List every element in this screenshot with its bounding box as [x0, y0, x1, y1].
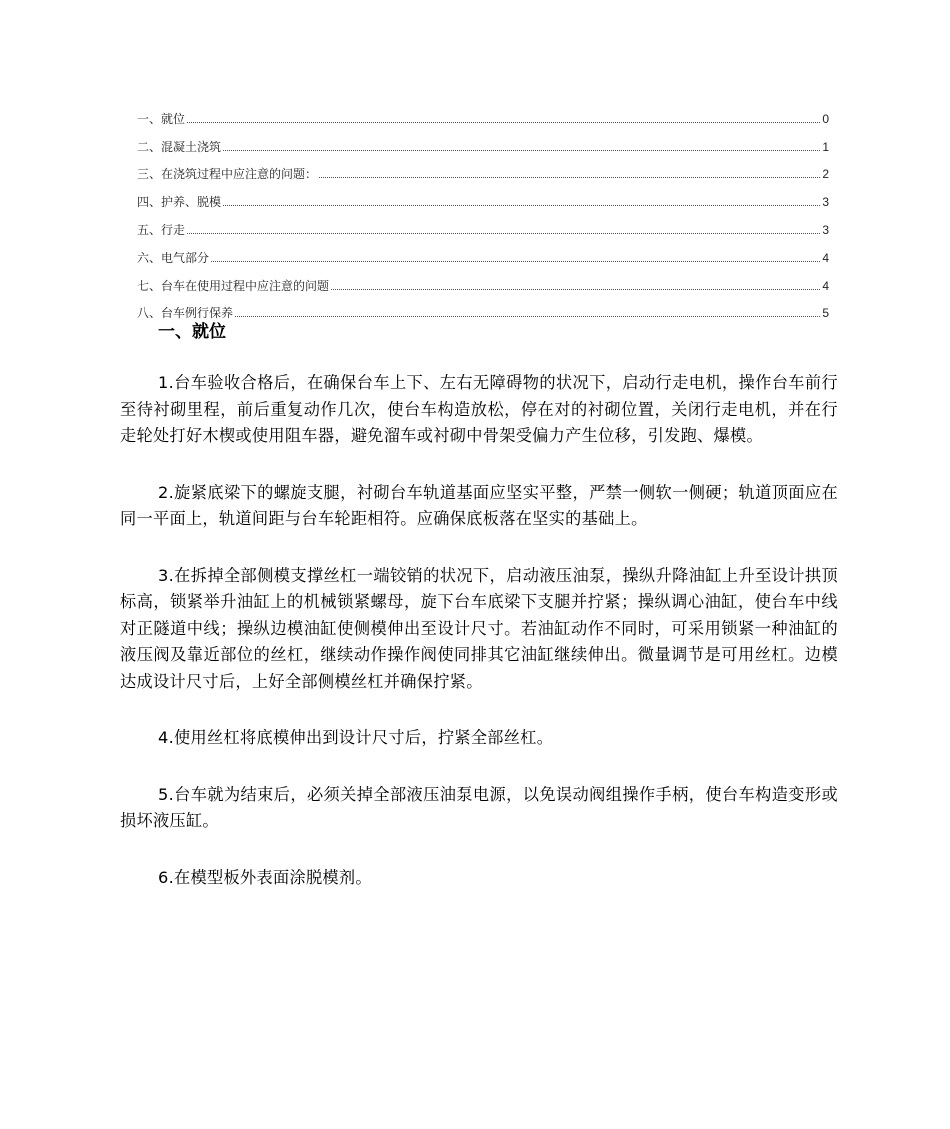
toc-entry-title: 四、护养、脱模	[137, 195, 222, 210]
toc-entry-page: 0	[822, 111, 829, 126]
toc-entry-title: 八、台车例行保养	[137, 306, 234, 321]
toc-entry-page: 3	[822, 195, 829, 210]
toc-entry-page: 3	[822, 222, 829, 237]
toc-dot-leader	[235, 315, 820, 317]
toc-entry-title: 七、台车在使用过程中应注意的问题	[137, 278, 330, 293]
toc-dot-leader	[223, 149, 820, 151]
toc-dot-leader	[319, 176, 820, 178]
toc-dot-leader	[187, 232, 820, 234]
toc-entry-title: 三、在浇筑过程中应注意的问题：	[137, 167, 318, 182]
toc-dot-leader	[331, 288, 820, 290]
toc-entry[interactable]	[137, 293, 829, 321]
toc-entry-page: 2	[822, 167, 829, 182]
toc-entry-page: 4	[822, 278, 829, 293]
body-paragraph: 5.台车就为结束后，必须关掉全部液压油泵电源，以免误动阀组操作手柄，使台车构造变形或损坏液压缸。	[120, 784, 838, 830]
toc-entry[interactable]	[137, 209, 829, 237]
toc-entry-page: 5	[822, 306, 829, 321]
toc-entry[interactable]	[137, 154, 829, 182]
body-paragraph: 1.台车验收合格后，在确保台车上下、左右无障碍物的状况下，启动行走电机，操作台车前行至待衬砌里程，前后重复动作几次，使台车构造放松，停在对的衬砌位置，关闭行走电机，并在行走轮处打好木楔或使用阻车器，避免溜车或衬砌中骨架受偏力产生位移，引发跑、爆模。	[120, 373, 838, 445]
toc-entry-page: 1	[822, 139, 829, 154]
toc-dot-leader	[187, 121, 820, 123]
body-paragraph: 3.在拆掉全部侧模支撑丝杠一端铰销的状况下，启动液压油泵，操纵升降油缸上升至设计拱顶标高，锁紧举升油缸上的机械锁紧螺母，旋下台车底梁下支腿并拧紧；操纵调心油缸，使台车中线对正隧道中线；操纵边模油缸使侧模伸出至设计尺寸。若油缸动作不同时，可采用锁紧一种油缸的液压阀及靠近部位的丝杠，继续动作操作阀使同排其它油缸继续伸出。微量调节是可用丝杠。边模达成设计尺寸后，上好全部侧模丝杠并确保拧紧。	[120, 565, 838, 691]
toc-dot-leader	[223, 204, 820, 206]
body-paragraph: 4.使用丝杠将底模伸出到设计尺寸后，拧紧全部丝杠。	[158, 728, 554, 747]
body-paragraph: 2.旋紧底梁下的螺旋支腿，衬砌台车轨道基面应坚实平整，严禁一侧软一侧硬；轨道顶面应在同一平面上，轨道间距与台车轮距相符。应确保底板落在坚实的基础上。	[120, 482, 838, 528]
table-of-contents	[137, 98, 829, 320]
toc-entry[interactable]	[137, 181, 829, 209]
toc-entry[interactable]	[137, 98, 829, 126]
toc-entry-title: 一、就位	[137, 111, 186, 126]
toc-entry-title: 五、行走	[137, 222, 186, 237]
toc-entry[interactable]	[137, 265, 829, 293]
toc-dot-leader	[211, 260, 820, 262]
toc-entry[interactable]	[137, 237, 829, 265]
section-heading: 一、就位	[158, 322, 226, 342]
body-paragraph: 6.在模型板外表面涂脱模剂。	[158, 867, 372, 887]
toc-entry-title: 二、混凝土浇筑	[137, 139, 222, 154]
toc-entry[interactable]	[137, 126, 829, 154]
toc-entry-page: 4	[822, 250, 829, 265]
toc-entry-title: 六、电气部分	[137, 250, 210, 265]
section-body	[120, 370, 838, 921]
